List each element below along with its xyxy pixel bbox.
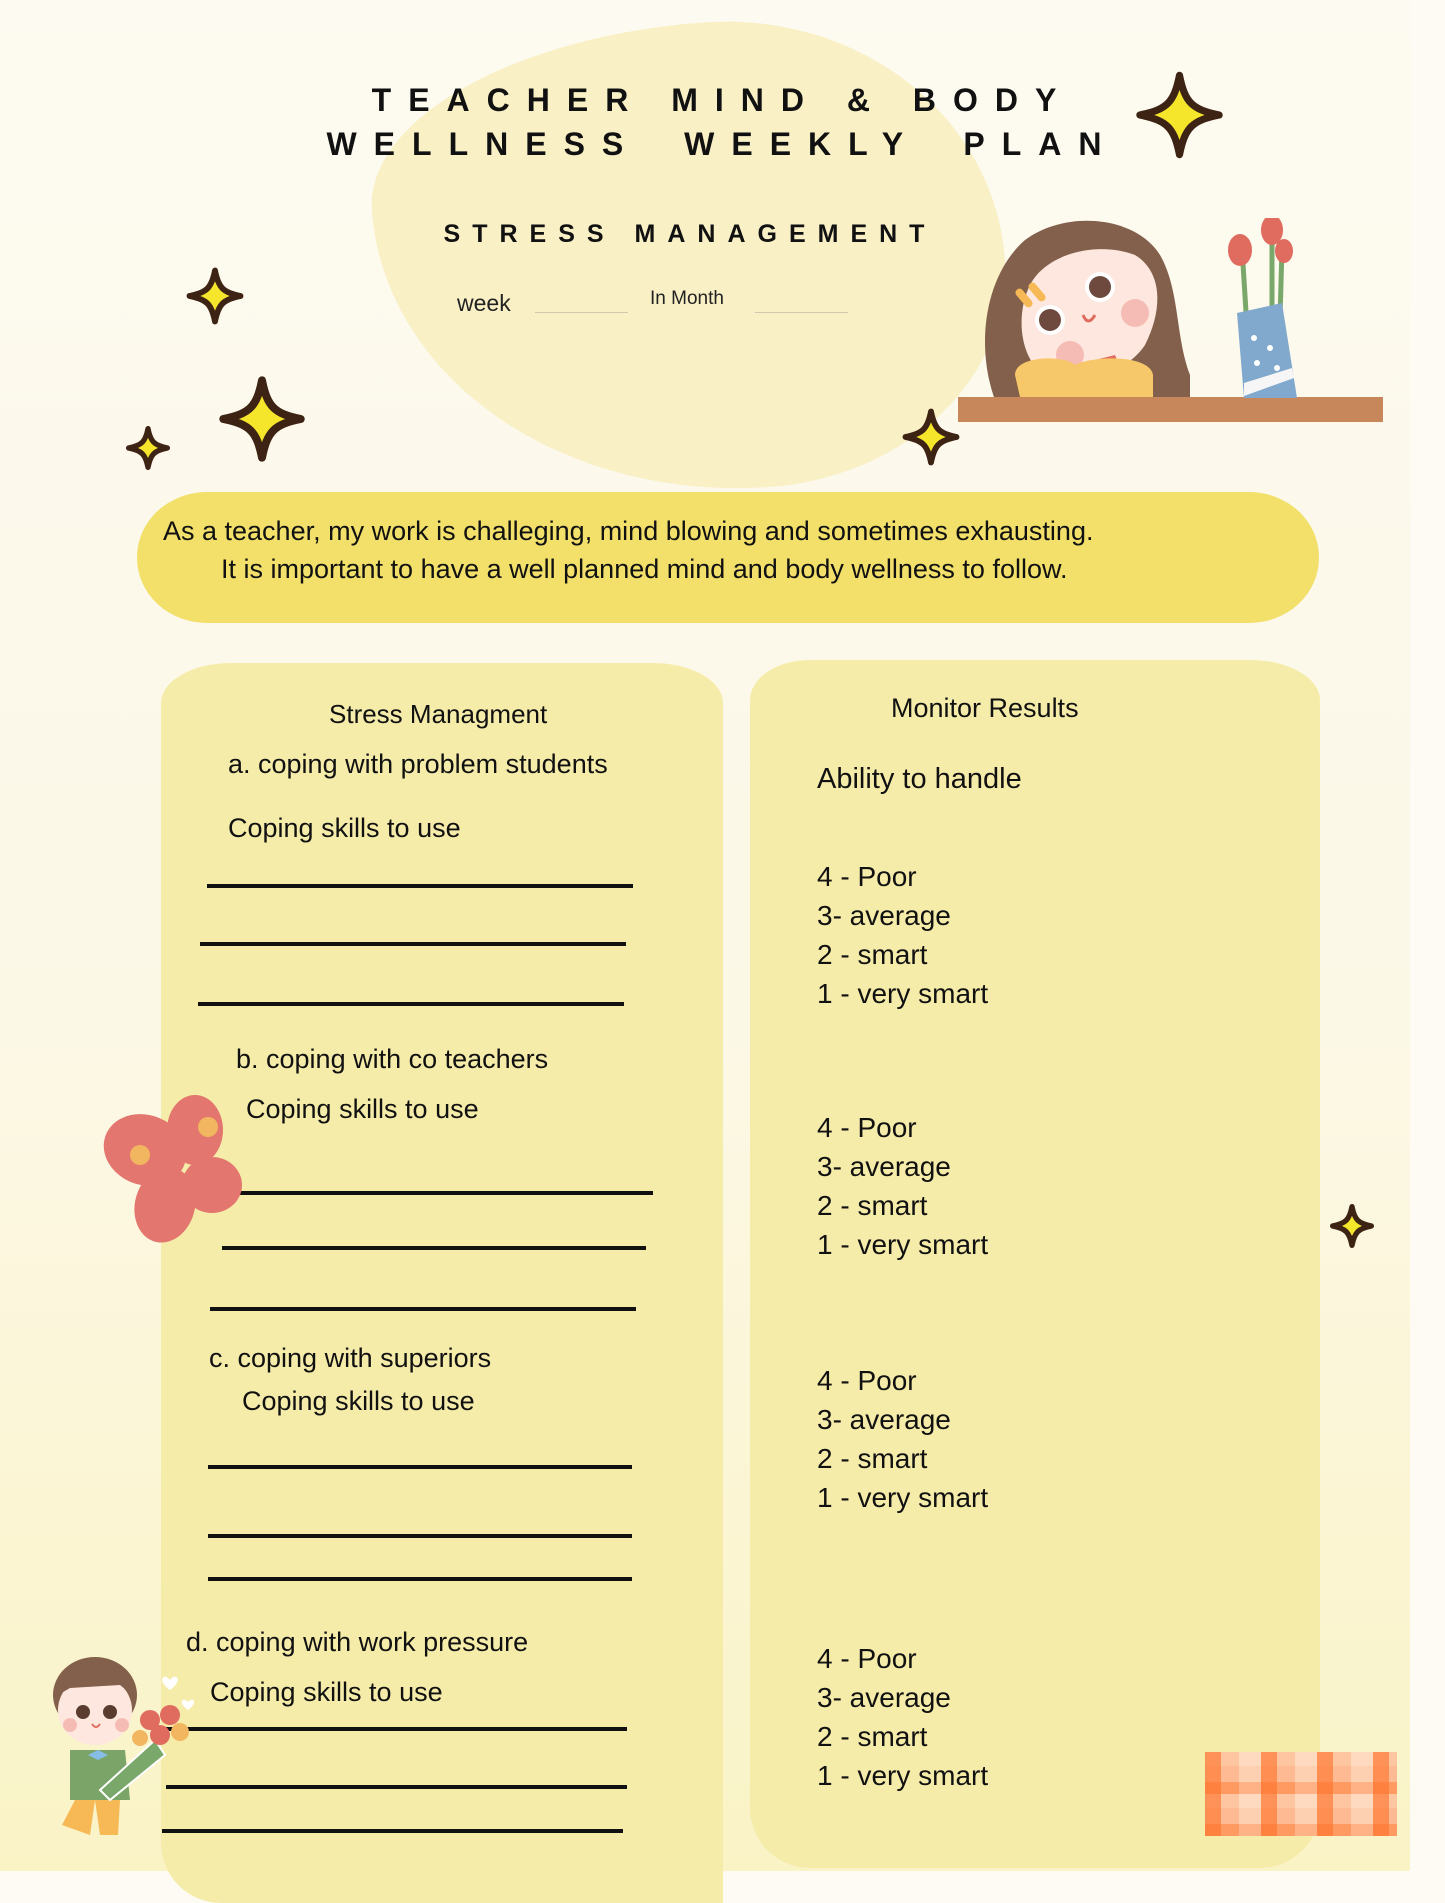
rating-option[interactable]: 2 - smart [817, 1190, 928, 1221]
page-title-line1: TEACHER MIND & BODY [371, 82, 1074, 118]
page-subtitle: STRESS MANAGEMENT [443, 220, 937, 248]
sparkle-icon [902, 408, 960, 466]
shelf [958, 397, 1383, 422]
section-a-skills-label: Coping skills to use [228, 813, 461, 843]
section-a-title: a. coping with problem students [228, 749, 608, 779]
stress-management-panel [161, 663, 723, 1903]
sparkle-icon [1132, 70, 1227, 160]
section-c-line-2[interactable] [208, 1534, 632, 1538]
rating-scale-a [817, 857, 988, 1013]
rating-option[interactable]: 3- average [817, 1151, 951, 1182]
section-c-line-1[interactable] [208, 1465, 632, 1469]
week-input-line[interactable] [535, 312, 628, 313]
week-label: week [457, 290, 511, 316]
section-d-line-2[interactable] [166, 1785, 627, 1789]
rating-option[interactable]: 4 - Poor [817, 1112, 917, 1143]
page-title-line2: WELLNESS WEEKLY PLAN [326, 126, 1119, 162]
rating-option[interactable]: 4 - Poor [817, 1365, 917, 1396]
section-d-line-1[interactable] [166, 1727, 627, 1731]
section-b-skills-label: Coping skills to use [246, 1094, 479, 1124]
rating-option[interactable]: 3- average [817, 1682, 951, 1713]
butterfly-icon [100, 1095, 250, 1245]
right-panel-heading: Monitor Results [891, 693, 1079, 723]
flower-vase-icon [1222, 218, 1302, 398]
rating-option[interactable]: 2 - smart [817, 1721, 928, 1752]
rating-option[interactable]: 2 - smart [817, 1443, 928, 1474]
rating-scale-c [817, 1361, 988, 1517]
rating-option[interactable]: 3- average [817, 900, 951, 931]
intro-line1: As a teacher, my work is challeging, mind blowing and sometimes exhausting. [163, 516, 1094, 546]
intro-line2: It is important to have a well planned mind and body wellness to follow. [221, 554, 1068, 584]
rating-option[interactable]: 4 - Poor [817, 1643, 917, 1674]
ability-label: Ability to handle [817, 763, 1022, 795]
rating-scale-b [817, 1108, 988, 1264]
rating-option[interactable]: 1 - very smart [817, 1760, 989, 1791]
rating-option[interactable]: 4 - Poor [817, 861, 917, 892]
intro-banner [137, 492, 1319, 623]
section-a-line-1[interactable] [207, 884, 633, 888]
rating-scale-d [817, 1639, 988, 1795]
sparkle-icon [1330, 1204, 1374, 1248]
rating-option[interactable]: 1 - very smart [817, 1229, 989, 1260]
section-b-line-1[interactable] [229, 1191, 653, 1195]
section-b-title: b. coping with co teachers [236, 1044, 549, 1074]
sparkle-icon [218, 375, 306, 463]
plaid-tape-icon [1205, 1752, 1397, 1836]
section-d-line-3[interactable] [162, 1829, 623, 1833]
rating-option[interactable]: 2 - smart [817, 939, 928, 970]
rating-option[interactable]: 3- average [817, 1404, 951, 1435]
section-a-line-3[interactable] [198, 1002, 624, 1006]
rating-option[interactable]: 1 - very smart [817, 1482, 989, 1513]
left-panel-heading: Stress Managment [329, 699, 548, 729]
section-c-title: c. coping with superiors [209, 1343, 492, 1373]
section-d-title: d. coping with work pressure [186, 1627, 529, 1657]
boy-with-flowers-illustration [40, 1650, 210, 1845]
section-b-line-2[interactable] [222, 1246, 646, 1250]
rating-option[interactable]: 1 - very smart [817, 978, 989, 1009]
section-c-line-3[interactable] [208, 1577, 632, 1581]
week-month-row [455, 288, 875, 328]
section-c-skills-label: Coping skills to use [242, 1386, 475, 1416]
girl-illustration [975, 215, 1190, 400]
month-input-line[interactable] [755, 312, 848, 313]
sparkle-icon [186, 267, 244, 325]
section-a-line-2[interactable] [200, 942, 626, 946]
month-label: In Month [650, 288, 724, 309]
section-b-line-3[interactable] [210, 1307, 636, 1311]
section-d-skills-label: Coping skills to use [210, 1677, 443, 1707]
sparkle-icon [126, 426, 170, 470]
